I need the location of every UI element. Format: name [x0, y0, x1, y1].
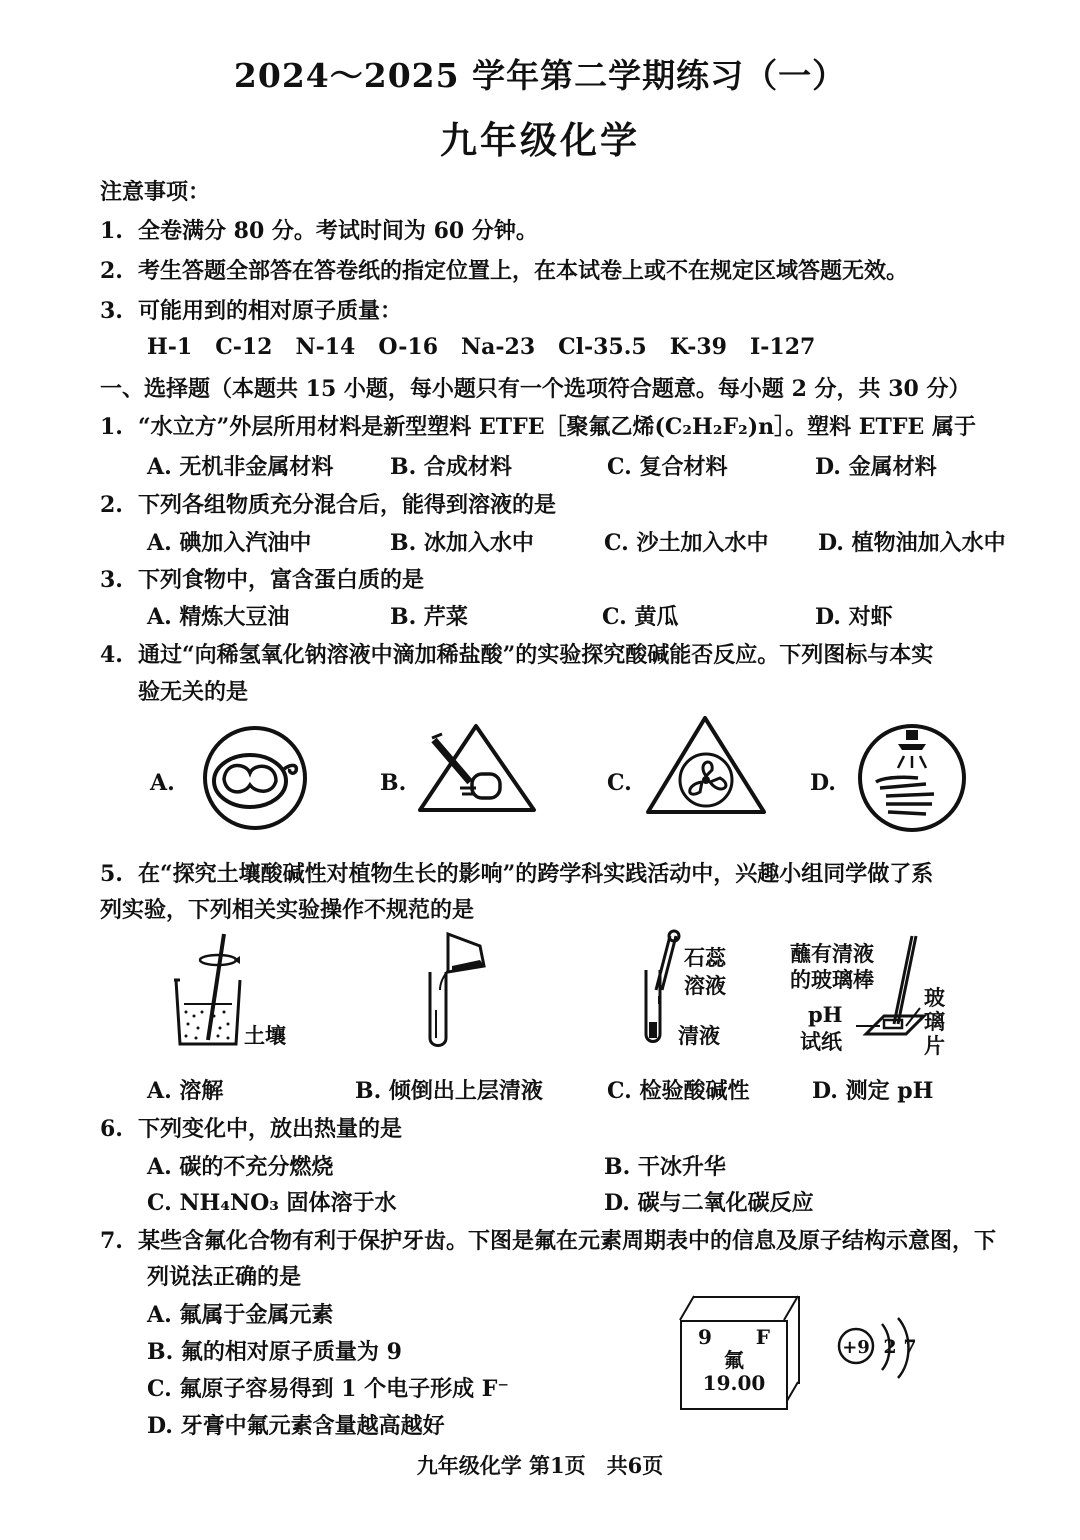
question-1-option-d: D. 金属材料 [815, 454, 937, 480]
question-7-option-d: D. 牙膏中氟元素含量越高越好 [147, 1413, 445, 1439]
question-3-option-a: A. 精炼大豆油 [147, 604, 290, 630]
question-7-option-a: A. 氟属于金属元素 [147, 1302, 334, 1328]
note-text: 全卷满分 80 分。考试时间为 60 分钟。 [138, 218, 538, 244]
question-6-option-c: C. NH₄NO₃ 固体溶于水 [147, 1190, 397, 1216]
dissolving-beaker-figure [170, 930, 250, 1052]
exam-subject: 九年级化学 [440, 118, 640, 162]
mass-item: K-39 [669, 334, 727, 360]
glass-label-1: 玻 [924, 985, 945, 1010]
mass-item: C-12 [215, 334, 273, 360]
question-5-option-b: B. 倾倒出上层清液 [355, 1078, 543, 1104]
atomic-number: 9 [698, 1325, 712, 1349]
question-5-stem [100, 857, 933, 888]
question-7-stem [100, 1224, 996, 1255]
mass-item: Na-23 [461, 334, 536, 360]
question-4-label-a: A. [150, 770, 175, 796]
shell-2-electrons: 7 [903, 1336, 917, 1358]
question-number: 3. [100, 567, 123, 593]
note-item [100, 214, 538, 245]
question-5-option-d: D. 测定 pH [812, 1078, 934, 1104]
element-tile [680, 1320, 788, 1410]
notes-heading: 注意事项： [100, 179, 211, 205]
sharp-object-icon [412, 722, 540, 816]
section-heading: 一、选择题（本题共 15 小题，每小题只有一个选项符合题意。每小题 2 分，共 30 分） [100, 376, 971, 402]
note-item [100, 294, 402, 325]
question-1-option-a: A. 无机非金属材料 [147, 454, 334, 480]
question-text: 下列变化中，放出热量的是 [138, 1116, 403, 1142]
question-number: 7. [100, 1228, 123, 1254]
mass-item: H-1 [147, 334, 193, 360]
question-1-stem [100, 410, 976, 441]
question-3-option-c: C. 黄瓜 [602, 604, 679, 630]
exam-title: 2024～2025 学年第二学期练习（一） [233, 56, 847, 95]
question-1-option-b: B. 合成材料 [390, 454, 512, 480]
question-4-label-b: B. [380, 770, 407, 796]
question-4-stem [100, 638, 933, 669]
question-number: 2. [100, 492, 123, 518]
shell-1-electrons: 2 [883, 1336, 897, 1358]
hand-wash-icon [856, 722, 968, 838]
question-2-option-b: B. 冰加入水中 [390, 530, 534, 556]
rod-label-1: 蘸有清液 [790, 941, 874, 966]
note-text: 考生答题全部答在答卷纸的指定位置上，在本试卷上或不在规定区域答题无效。 [138, 258, 909, 284]
question-4-stem-cont: 验无关的是 [138, 679, 249, 705]
note-number: 3. [100, 298, 123, 324]
question-number: 6. [100, 1116, 123, 1142]
question-number: 5. [100, 861, 123, 887]
glass-label-3: 片 [924, 1033, 945, 1058]
question-2-option-d: D. 植物油加入水中 [818, 530, 1006, 556]
nucleus-charge: +9 [842, 1337, 870, 1358]
question-2-option-a: A. 碘加入汽油中 [147, 530, 312, 556]
question-text: 在“探究土壤酸碱性对植物生长的影响”的跨学科实践活动中，兴趣小组同学做了系 [138, 861, 934, 887]
question-5-stem-cont: 列实验，下列相关实验操作不规范的是 [100, 897, 475, 923]
question-6-stem [100, 1112, 402, 1143]
question-3-option-d: D. 对虾 [815, 604, 893, 630]
mass-item: O-16 [378, 334, 439, 360]
soil-label: 土壤 [244, 1023, 286, 1048]
question-3-option-b: B. 芹菜 [390, 604, 468, 630]
atom-structure-diagram [836, 1316, 926, 1390]
note-number: 2. [100, 258, 123, 284]
question-5-option-a: A. 溶解 [147, 1078, 224, 1104]
rod-label-2: 的玻璃棒 [790, 967, 874, 992]
ph-label-2: 试纸 [800, 1029, 842, 1054]
question-6-option-d: D. 碳与二氧化碳反应 [604, 1190, 814, 1216]
mass-item: N-14 [295, 334, 356, 360]
mass-item: Cl-35.5 [558, 334, 647, 360]
question-number: 4. [100, 642, 123, 668]
question-1-option-c: C. 复合材料 [607, 454, 728, 480]
question-2-option-c: C. 沙土加入水中 [604, 530, 769, 556]
question-3-stem [100, 563, 424, 594]
element-name: 氟 [724, 1348, 744, 1372]
element-symbol: F [755, 1325, 770, 1349]
question-text: 下列各组物质充分混合后，能得到溶液的是 [138, 492, 557, 518]
clear-liquid-label: 清液 [678, 1023, 720, 1048]
question-5-option-c: C. 检验酸碱性 [607, 1078, 750, 1104]
question-4-label-c: C. [607, 770, 632, 796]
litmus-label-1: 石蕊 [684, 945, 726, 970]
atomic-mass: 19.00 [702, 1371, 766, 1395]
question-text: 下列食物中，富含蛋白质的是 [138, 567, 425, 593]
question-7-option-b: B. 氟的相对原子质量为 9 [147, 1339, 402, 1365]
question-7-stem-cont: 列说法正确的是 [147, 1264, 302, 1290]
note-item [100, 254, 908, 285]
atomic-masses [147, 334, 815, 360]
ventilation-fan-icon [640, 712, 770, 826]
litmus-label-2: 溶液 [684, 973, 726, 998]
pouring-figure [418, 930, 498, 1052]
question-text: 通过“向稀氢氧化钠溶液中滴加稀盐酸”的实验探究酸碱能否反应。下列图标与本实 [138, 642, 934, 668]
glass-label-2: 璃 [924, 1009, 945, 1034]
ph-label-1: pH [808, 1002, 843, 1027]
ph-test-figure [854, 930, 926, 1046]
question-text: “水立方”外层所用材料是新型塑料 ETFE［聚氟乙烯(C₂H₂F₂)n］。塑料 ETFE 属于 [138, 414, 976, 440]
question-2-stem [100, 488, 556, 519]
question-number: 1. [100, 414, 123, 440]
question-4-label-d: D. [810, 770, 836, 796]
page-footer: 九年级化学 第1页 共6页 [416, 1453, 664, 1478]
note-number: 1. [100, 218, 123, 244]
question-7-option-c: C. 氟原子容易得到 1 个电子形成 F⁻ [147, 1376, 509, 1402]
mass-item: I-127 [749, 334, 816, 360]
question-6-option-a: A. 碳的不充分燃烧 [147, 1154, 334, 1180]
question-text: 某些含氟化合物有利于保护牙齿。下图是氟在元素周期表中的信息及原子结构示意图，下 [138, 1228, 997, 1254]
question-6-option-b: B. 干冰升华 [604, 1154, 726, 1180]
heating-icon [200, 723, 310, 837]
note-text: 可能用到的相对原子质量： [138, 298, 403, 324]
